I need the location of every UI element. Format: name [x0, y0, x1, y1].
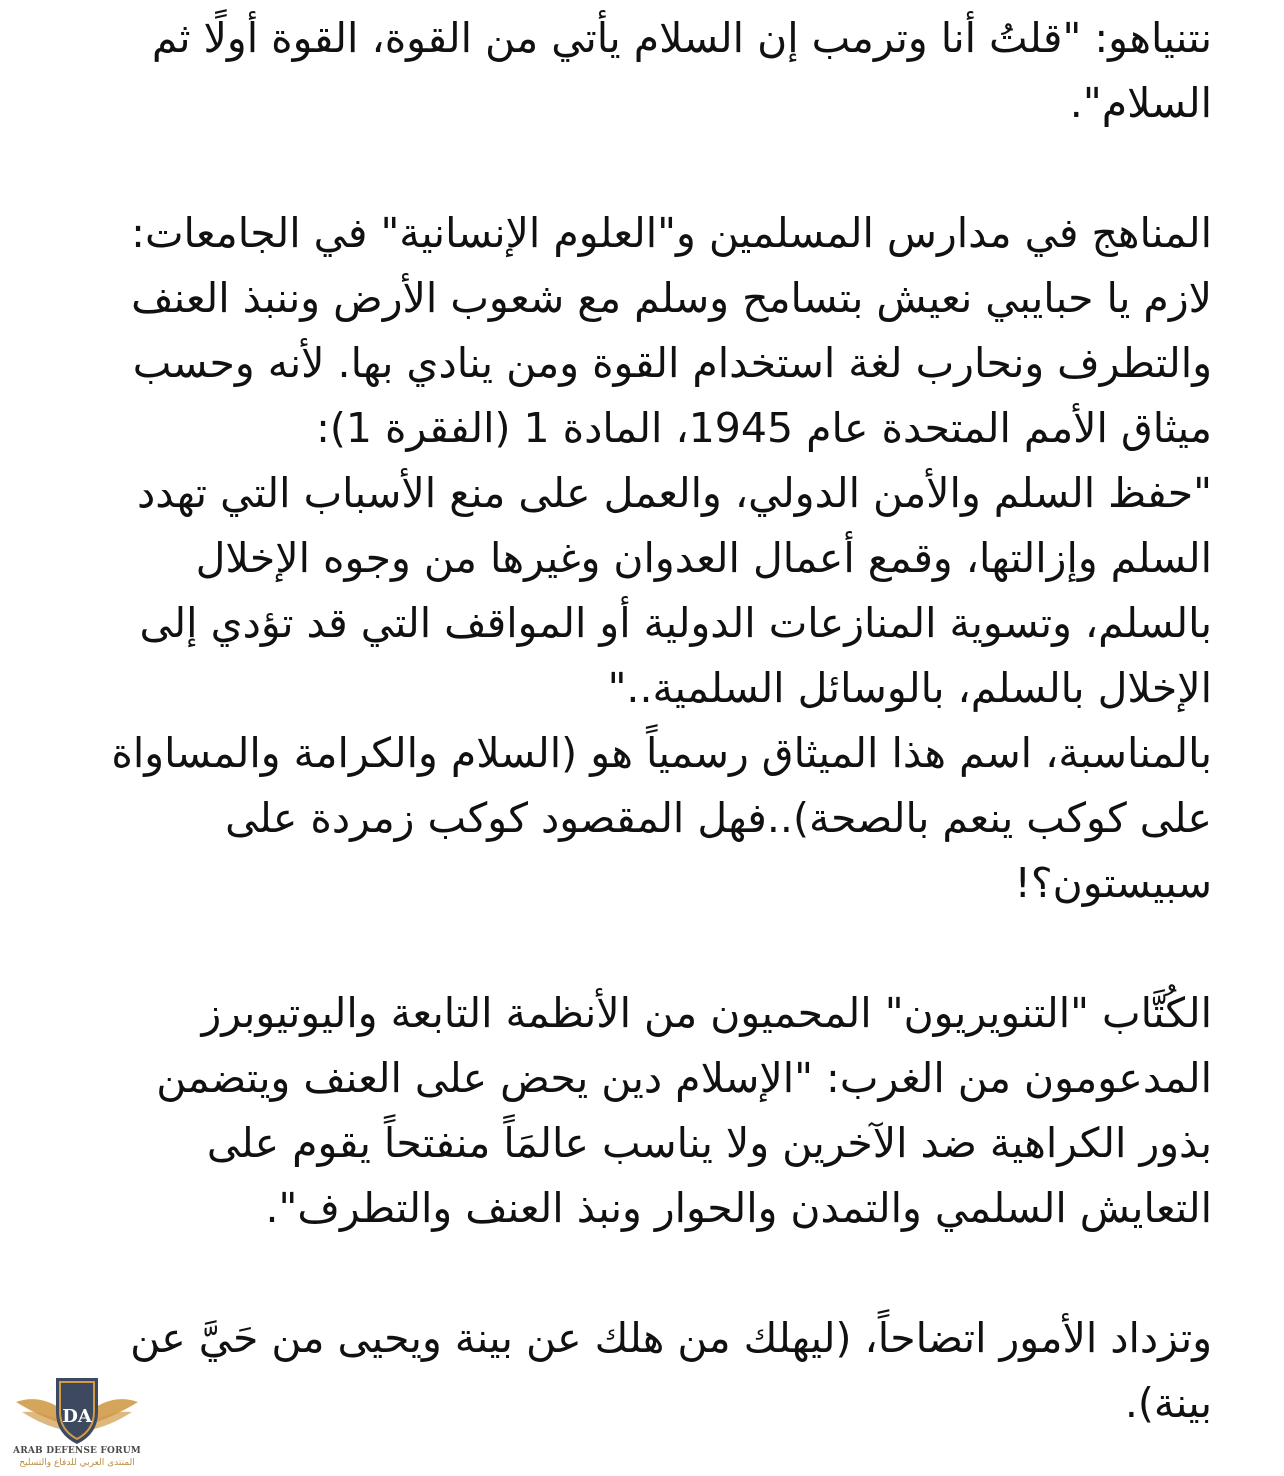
text-line: المناهج في مدارس المسلمين و"العلوم الإنسانية" في الجامعات: — [131, 209, 1212, 257]
forum-watermark — [8, 1372, 146, 1472]
text-line: على كوكب ينعم بالصحة)..فهل المقصود كوكب زمردة على — [225, 794, 1212, 842]
blank-line — [36, 1241, 1212, 1306]
text-line: سبيستون؟! — [1014, 859, 1212, 907]
text-line: بالسلم، وتسوية المنازعات الدولية أو المواقف التي قد تؤدي إلى — [139, 599, 1212, 647]
forum-logo-icon — [8, 1372, 146, 1448]
text-line: نتنياهو: "قلتُ أنا وترمب إن السلام يأتي من القوة، القوة أولًا ثم — [151, 14, 1212, 62]
text-line: السلام". — [1069, 79, 1212, 127]
watermark-title: ARAB DEFENSE FORUM — [13, 1446, 141, 1456]
text-line: بينة). — [1124, 1379, 1212, 1427]
text-line: والتطرف ونحارب لغة استخدام القوة ومن ينادي بها. لأنه وحسب — [132, 339, 1212, 387]
text-line: وتزداد الأمور اتضاحاً، (ليهلك من هلك عن بينة ويحيى من حَيَّ عن — [130, 1314, 1212, 1362]
text-line: ميثاق الأمم المتحدة عام 1945، المادة 1 (الفقرة 1): — [316, 404, 1212, 452]
blank-line — [36, 916, 1212, 981]
logo-monogram: DA — [62, 1406, 92, 1427]
text-line: التعايش السلمي والتمدن والحوار ونبذ العنف والتطرف". — [265, 1184, 1212, 1232]
text-line: بذور الكراهية ضد الآخرين ولا يناسب عالمَاً منفتحاً يقوم على — [206, 1119, 1212, 1167]
text-line: المدعومون من الغرب: "الإسلام دين يحض على العنف ويتضمن — [156, 1054, 1212, 1102]
blank-line — [36, 136, 1212, 201]
text-line: الإخلال بالسلم، بالوسائل السلمية.." — [607, 664, 1212, 712]
watermark-subtitle: المنتدى العربي للدفاع والتسليح — [19, 1458, 135, 1468]
text-line: بالمناسبة، اسم هذا الميثاق رسمياً هو (السلام والكرامة والمساواة — [111, 729, 1212, 777]
text-line: السلم وإزالتها، وقمع أعمال العدوان وغيرها من وجوه الإخلال — [195, 534, 1212, 582]
text-line: "حفظ السلم والأمن الدولي، والعمل على منع الأسباب التي تهدد — [136, 469, 1212, 517]
text-line: الكُتَّاب "التنويريون" المحميون من الأنظمة التابعة واليوتيوبرز — [201, 989, 1212, 1037]
post-text — [36, 6, 1212, 1436]
text-line: لازم يا حبايبي نعيش بتسامح وسلم مع شعوب الأرض وننبذ العنف — [131, 274, 1212, 322]
